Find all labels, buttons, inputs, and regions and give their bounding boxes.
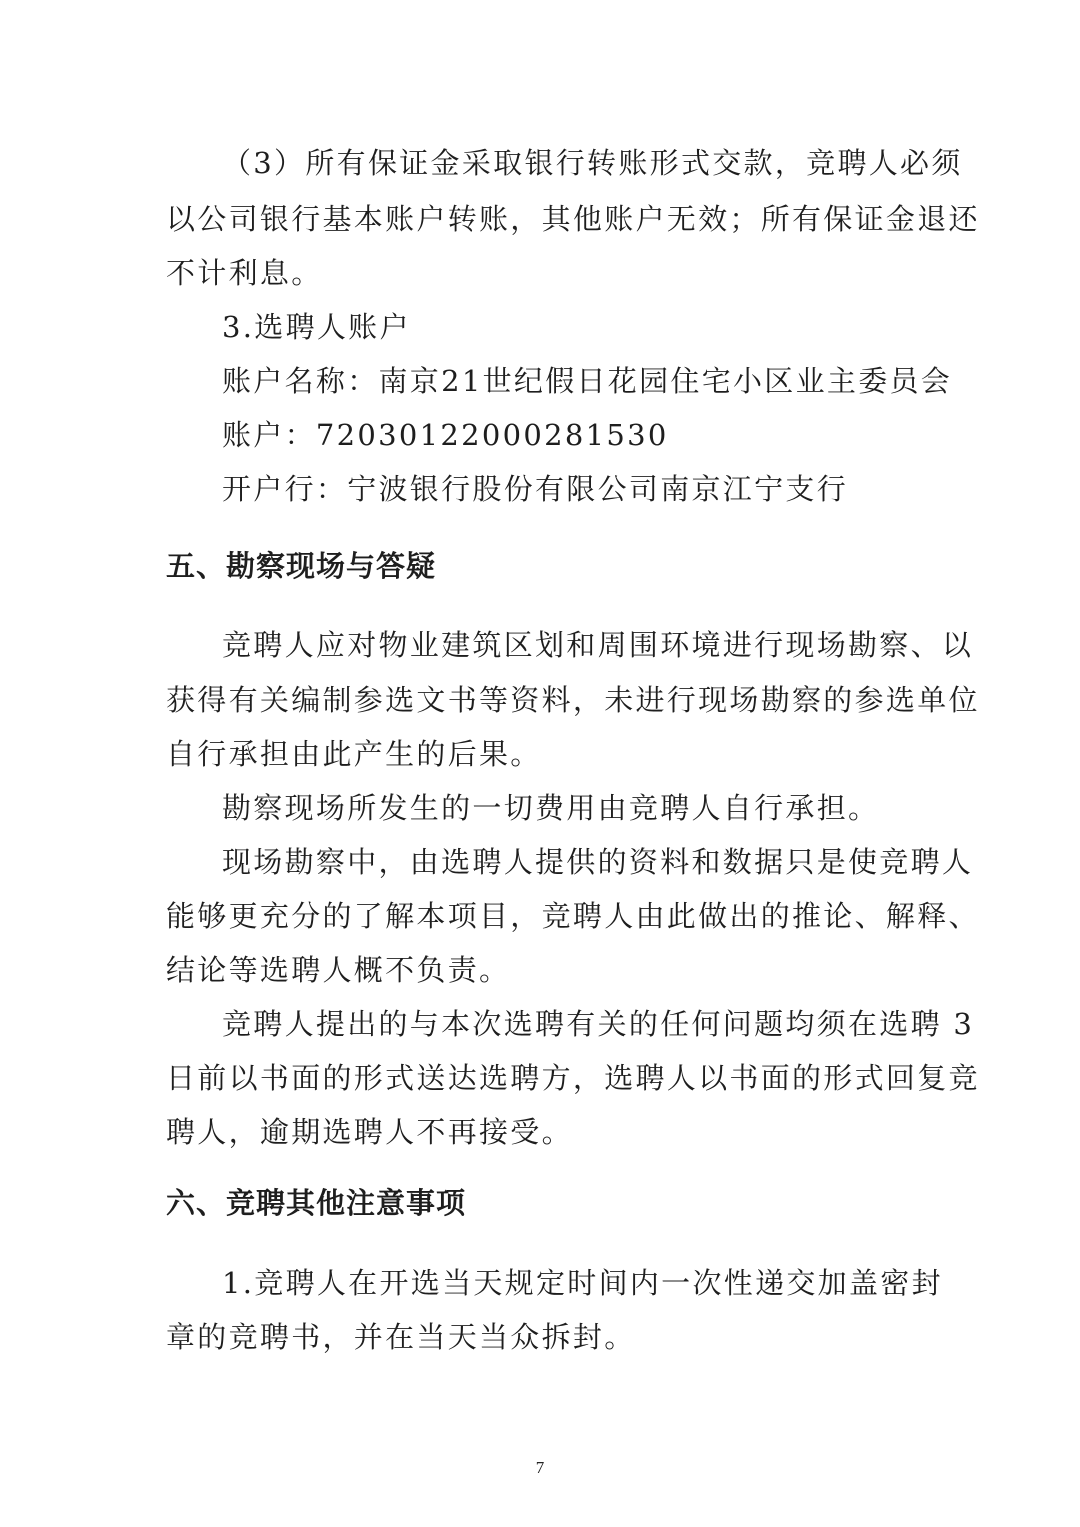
paragraph-survey-data-line-1: 现场勘察中，由选聘人提供的资料和数据只是使竞聘人 xyxy=(222,845,974,879)
paragraph-survey-data-line-3: 结论等选聘人概不负责。 xyxy=(166,953,511,987)
paragraph-notes-line-1: 1.竞聘人在开选当天规定时间内一次性递交加盖密封 xyxy=(222,1266,943,1300)
section-heading-site-survey: 五、勘察现场与答疑 xyxy=(166,549,437,583)
paragraph-notes-line-2: 章的竞聘书，并在当天当众拆封。 xyxy=(166,1320,636,1354)
section-heading-other-notes: 六、竞聘其他注意事项 xyxy=(166,1186,467,1220)
paragraph-survey-line-1: 竞聘人应对物业建筑区划和周围环境进行现场勘察、以 xyxy=(222,628,974,662)
paragraph-survey-line-3: 自行承担由此产生的后果。 xyxy=(166,737,542,771)
paragraph-survey-line-2: 获得有关编制参选文书等资料，未进行现场勘察的参选单位 xyxy=(166,683,980,717)
account-name: 账户名称：南京21世纪假日花园住宅小区业主委员会 xyxy=(222,364,953,398)
opening-bank: 开户行：宁波银行股份有限公司南京江宁支行 xyxy=(222,472,849,506)
item-employer-account-title: 3.选聘人账户 xyxy=(222,310,411,344)
page-number: 7 xyxy=(535,1458,545,1477)
paragraph-survey-cost: 勘察现场所发生的一切费用由竞聘人自行承担。 xyxy=(222,791,880,825)
paragraph-deposit-line-1: （3）所有保证金采取银行转账形式交款，竞聘人必须 xyxy=(222,146,963,180)
paragraph-questions-line-3: 聘人，逾期选聘人不再接受。 xyxy=(166,1115,573,1149)
paragraph-deposit-line-3: 不计利息。 xyxy=(166,256,323,290)
paragraph-questions-line-1: 竞聘人提出的与本次选聘有关的任何问题均须在选聘 3 xyxy=(222,1007,975,1041)
account-number: 账户：72030122000281530 xyxy=(222,418,669,452)
paragraph-deposit-line-2: 以公司银行基本账户转账，其他账户无效；所有保证金退还 xyxy=(166,202,980,236)
paragraph-survey-data-line-2: 能够更充分的了解本项目，竞聘人由此做出的推论、解释、 xyxy=(166,899,980,933)
paragraph-questions-line-2: 日前以书面的形式送达选聘方，选聘人以书面的形式回复竞 xyxy=(166,1061,980,1095)
